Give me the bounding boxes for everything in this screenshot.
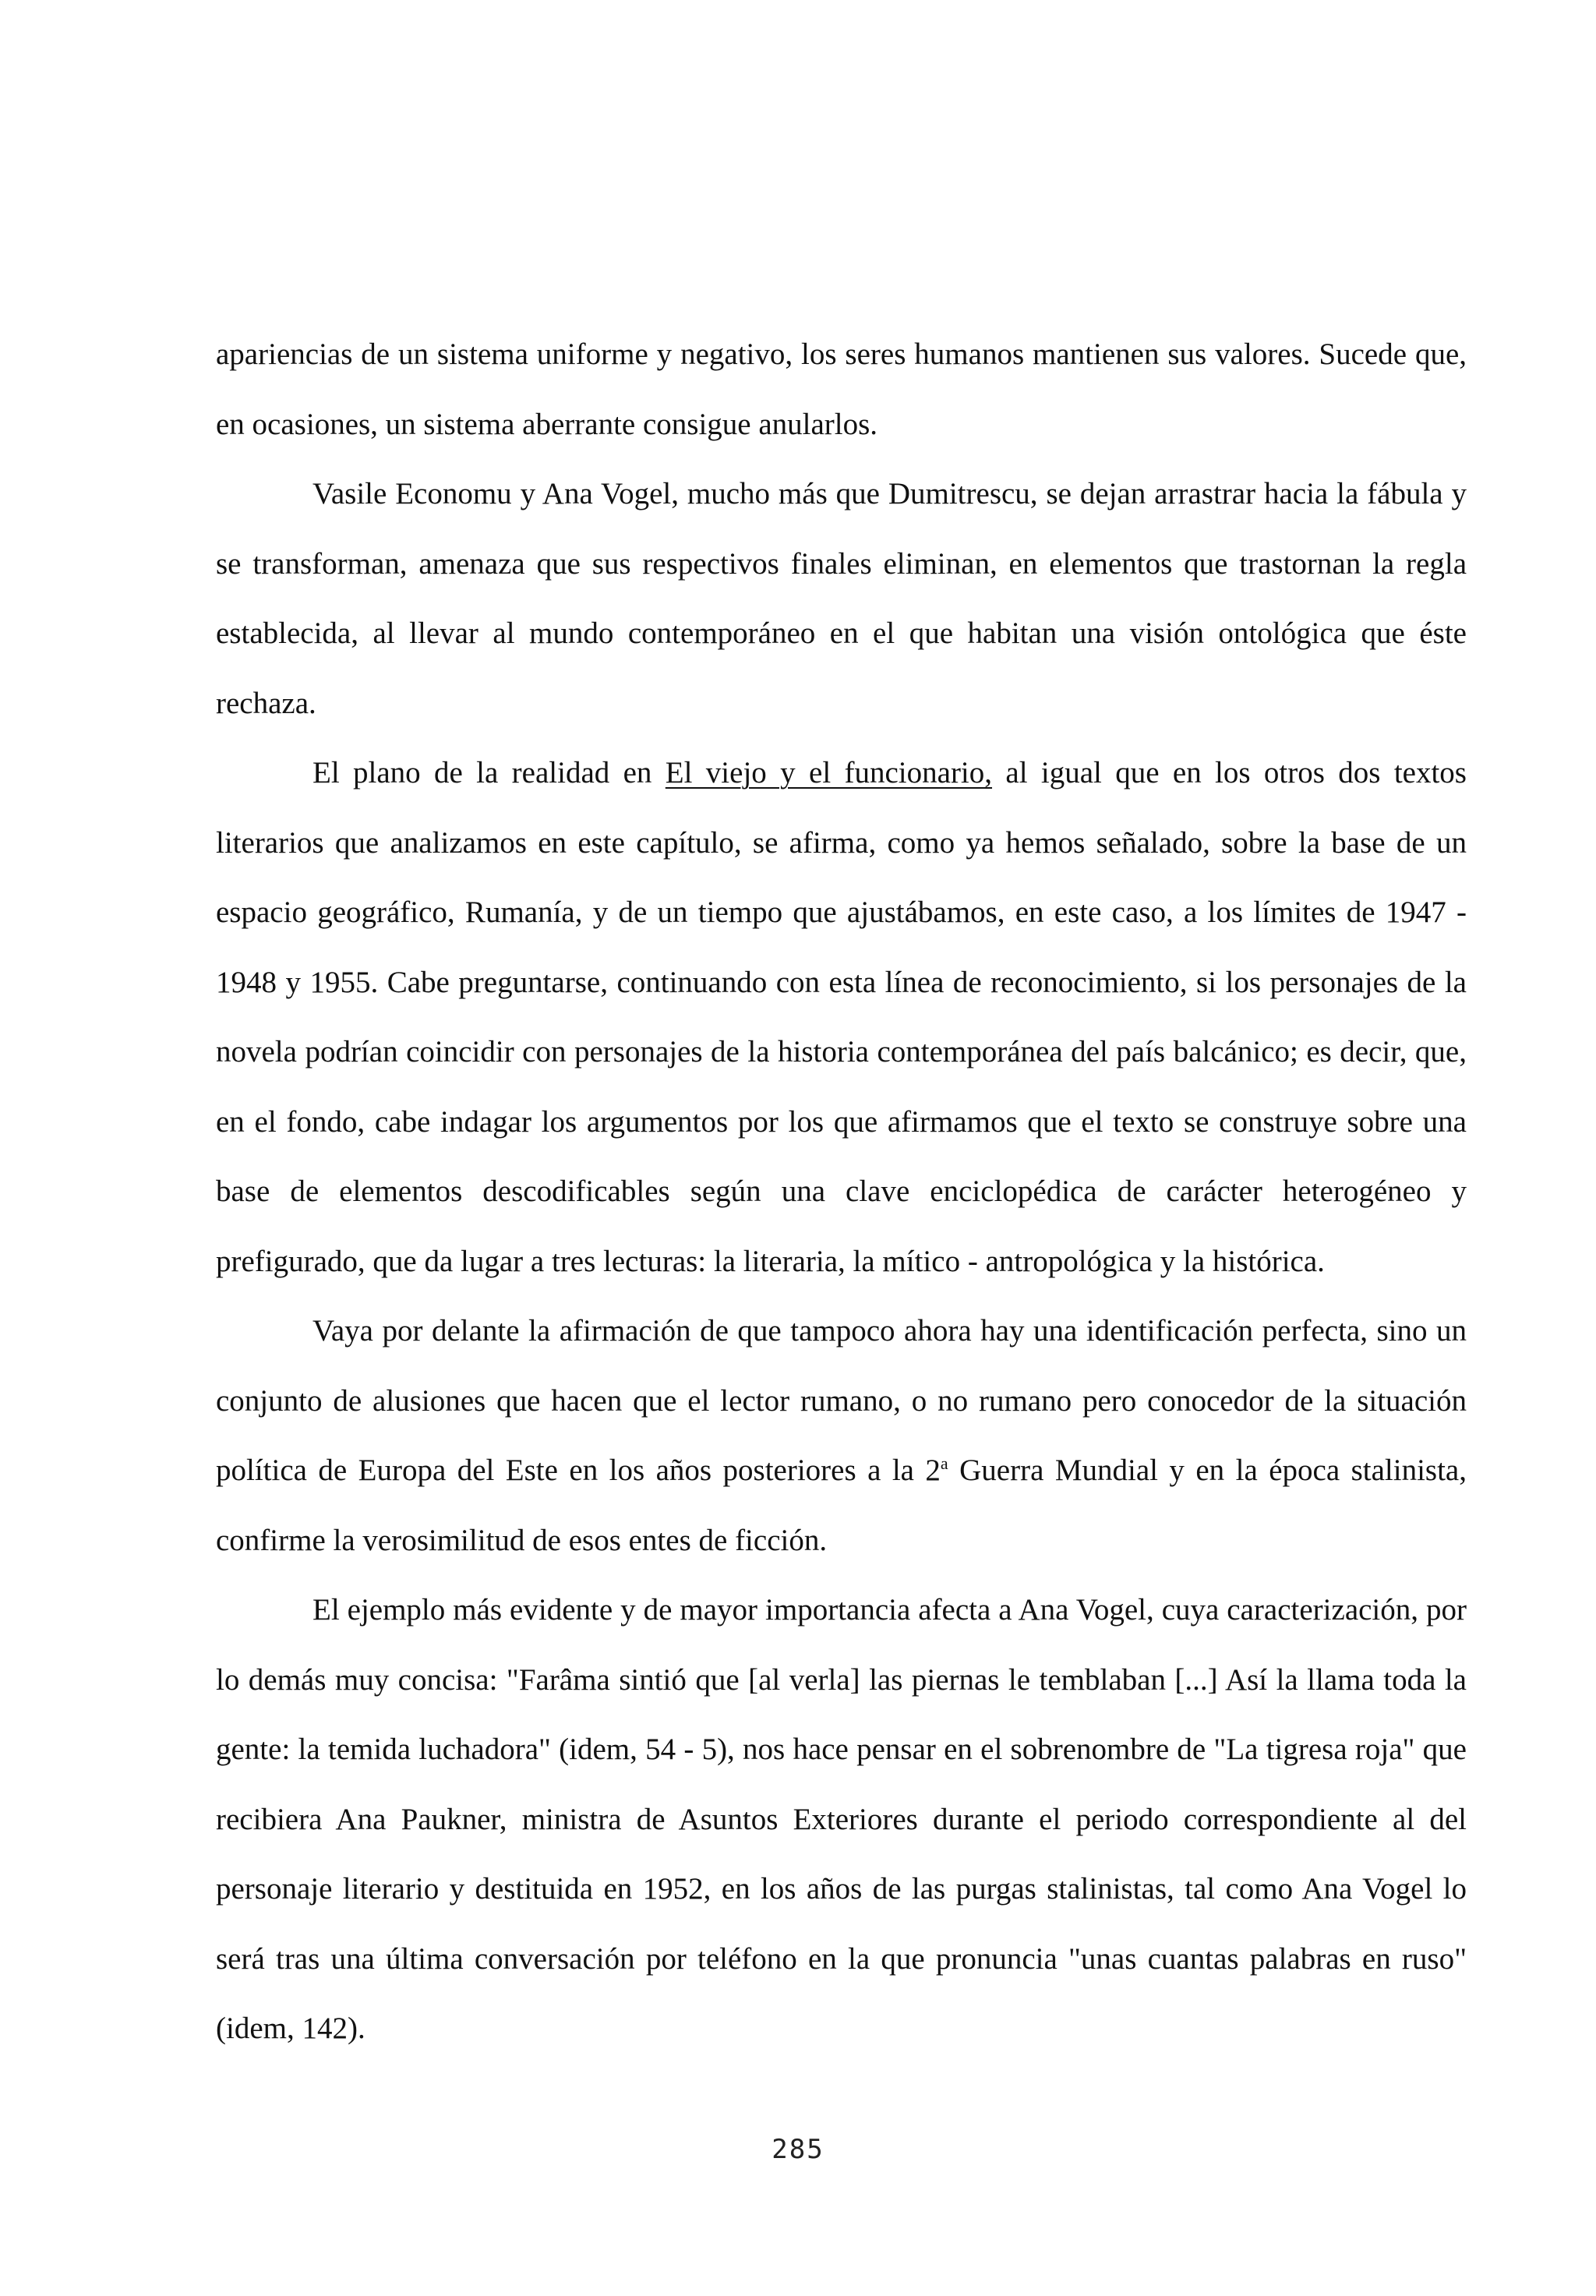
paragraph-3-rest: al igual que en los otros dos textos literarios que analizamos en este capítulo, se afirma, como ya hemos señalado, sobre la base de un espacio geográfico, Rumanía, y de un tiempo que ajustábamos, en este caso, a los límites de 1947 - 1948 y 1955. Cabe preguntarse, continuando con esta línea de reconocimiento, si los personajes de la novela podrían coincidir con personajes de la historia contemporánea del país balcánico; es decir, que, en el fondo, cabe indagar los argumentos por los que afirmamos que el texto se construye sobre una base de elementos descodificables según una clave enciclopédica de carácter heterogéneo y prefigurado, que da lugar a tres lecturas: la literaria, la mítico - antropológica y la histórica. <box>216 756 1467 1278</box>
paragraph-4 <box>216 1296 1467 1575</box>
paragraph-3 <box>216 738 1467 1296</box>
ordinal-superscript: a <box>940 1454 948 1473</box>
paragraph-2: Vasile Economu y Ana Vogel, mucho más que Dumitrescu, se dejan arrastrar hacia la fábula y se transforman, amenaza que sus respectivos finales eliminan, en elementos que trastornan la regla establecida, al llevar al mundo contemporáneo en el que habitan una visión ontológica que éste rechaza. <box>216 477 1467 720</box>
paragraph-4-rest: Guerra Mundial y en la época stalinista, confirme la verosimilitud de esos entes de ficción. <box>216 1454 1467 1557</box>
paragraph-1: apariencias de un sistema uniforme y negativo, los seres humanos mantienen sus valores. Sucede que, en ocasiones, un sistema aberrante consigue anularlos. <box>216 337 1467 441</box>
paragraph-3-lead: El plano de la realidad en <box>312 756 666 789</box>
paragraph-4-lead: Vaya por delante la afirmación de que tampoco ahora hay una identificación perfecta, sino un conjunto de alusiones que hacen que el lector rumano, o no rumano pero conocedor de la situación política de Europa del Este en los años posteriores a la 2 <box>216 1314 1467 1487</box>
page-number: 285 <box>772 2134 824 2165</box>
book-title: El viejo y el funcionario, <box>665 756 993 789</box>
paragraph-5: El ejemplo más evidente y de mayor importancia afecta a Ana Vogel, cuya caracterización, por lo demás muy concisa: "Farâma sintió que [al verla] las piernas le temblaban [...] Así la llama toda la gente: la temida luchadora" (idem, 54 - 5), nos hace pensar en el sobrenombre de "La tigresa roja" que recibiera Ana Paukner, ministra de Asuntos Exteriores durante el periodo correspondiente al del personaje literario y destituida en 1952, en los años de las purgas stalinistas, tal como Ana Vogel lo será tras una última conversación por teléfono en la que pronuncia "unas cuantas palabras en ruso" (idem, 142). <box>216 1593 1467 2045</box>
body-text <box>216 320 1467 2064</box>
